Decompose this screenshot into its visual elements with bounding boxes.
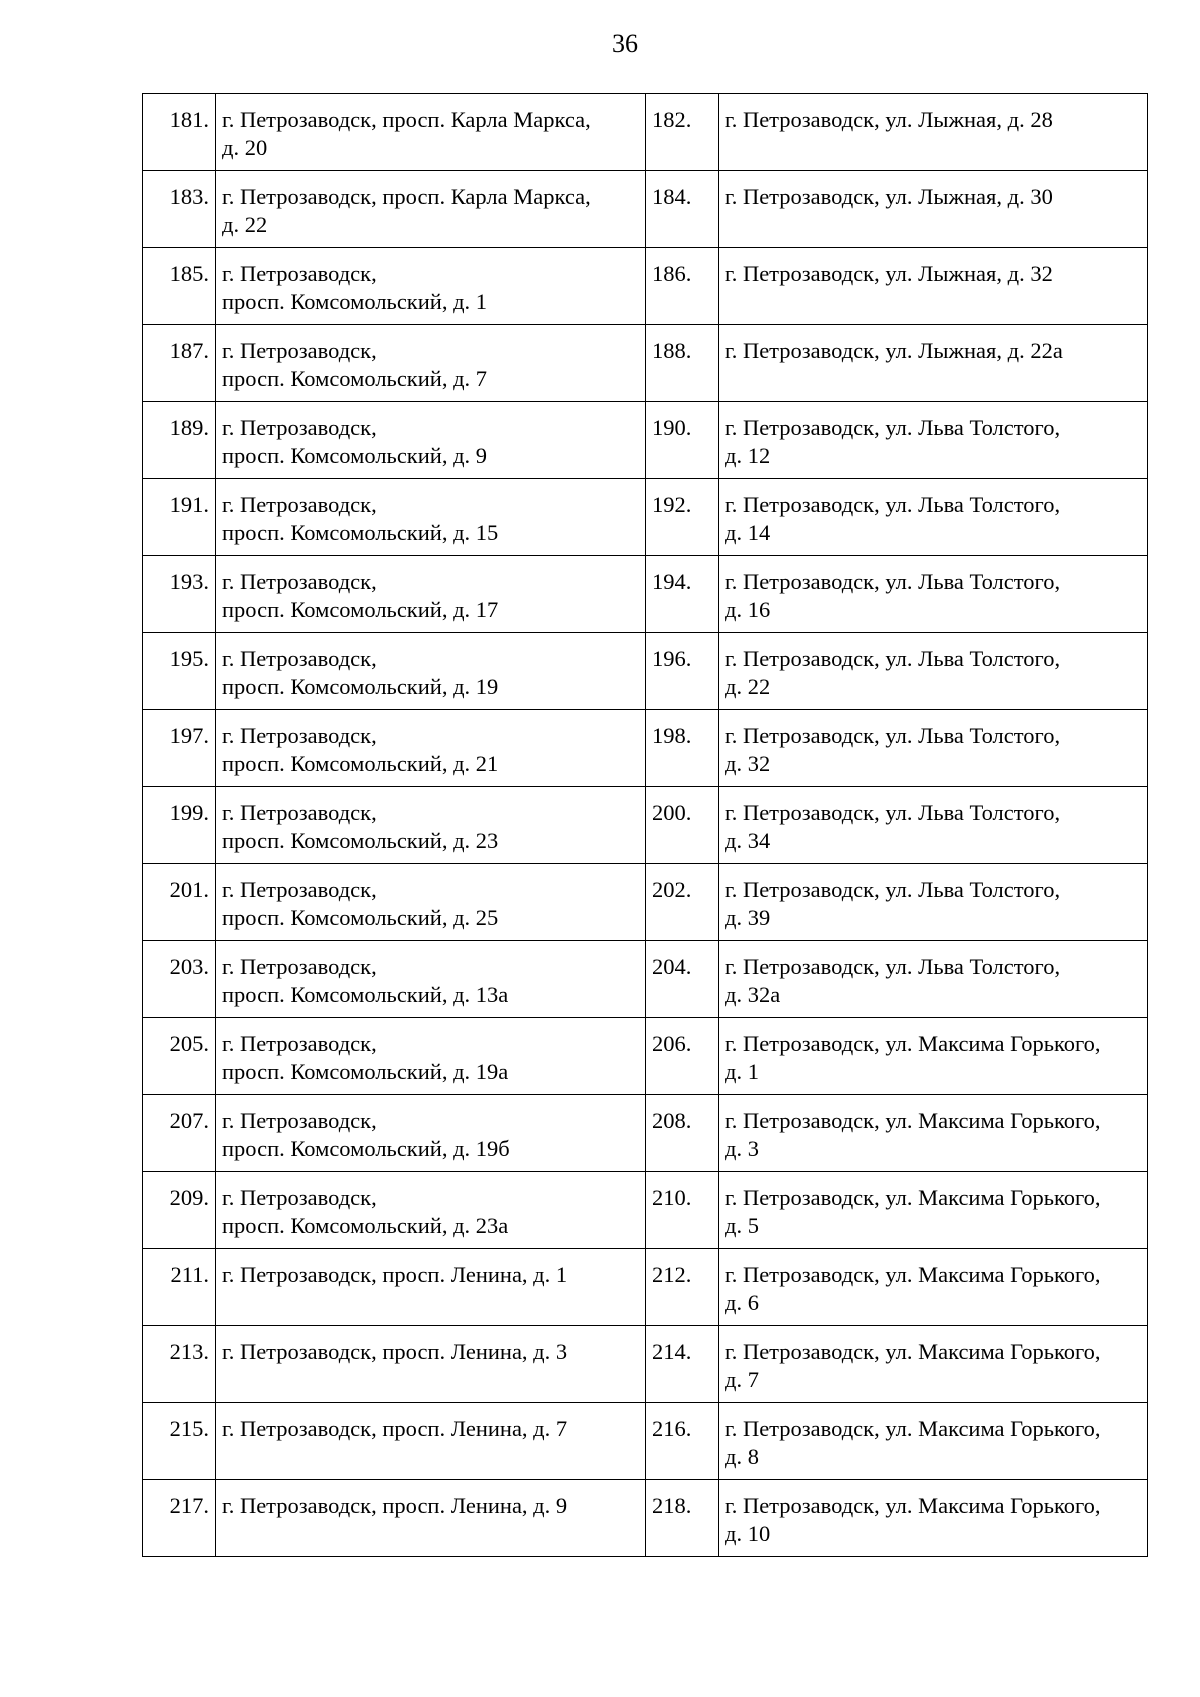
address-left: г. Петрозаводск, просп. Комсомольский, д. 19а [216,1018,646,1095]
row-number-left: 185. [143,248,216,325]
row-number-right: 202. [646,864,719,941]
address-left: г. Петрозаводск, просп. Комсомольский, д. 23а [216,1172,646,1249]
row-number-left: 189. [143,402,216,479]
table-row [143,1480,1148,1557]
row-number-right: 214. [646,1326,719,1403]
address-right: г. Петрозаводск, ул. Льва Толстого, д. 12 [719,402,1148,479]
address-right: г. Петрозаводск, ул. Льва Толстого, д. 32а [719,941,1148,1018]
address-right: г. Петрозаводск, ул. Максима Горького, д. 7 [719,1326,1148,1403]
table-row [143,864,1148,941]
page-number: 36 [612,29,638,58]
address-right: г. Петрозаводск, ул. Льва Толстого, д. 22 [719,633,1148,710]
table-row [143,710,1148,787]
row-number-right: 208. [646,1095,719,1172]
table-row [143,171,1148,248]
address-left: г. Петрозаводск, просп. Комсомольский, д. 13а [216,941,646,1018]
address-right: г. Петрозаводск, ул. Льва Толстого, д. 16 [719,556,1148,633]
table-row [143,1172,1148,1249]
address-left: г. Петрозаводск, просп. Комсомольский, д. 23 [216,787,646,864]
row-number-left: 213. [143,1326,216,1403]
address-right: г. Петрозаводск, ул. Максима Горького, д. 3 [719,1095,1148,1172]
address-right: г. Петрозаводск, ул. Льва Толстого, д. 34 [719,787,1148,864]
row-number-right: 194. [646,556,719,633]
row-number-right: 218. [646,1480,719,1557]
row-number-right: 188. [646,325,719,402]
row-number-left: 181. [143,94,216,171]
address-left: г. Петрозаводск, просп. Ленина, д. 1 [216,1249,646,1326]
row-number-right: 212. [646,1249,719,1326]
address-left: г. Петрозаводск, просп. Комсомольский, д. 1 [216,248,646,325]
address-left: г. Петрозаводск, просп. Ленина, д. 7 [216,1403,646,1480]
address-left: г. Петрозаводск, просп. Комсомольский, д. 21 [216,710,646,787]
address-right: г. Петрозаводск, ул. Максима Горького, д. 1 [719,1018,1148,1095]
row-number-left: 203. [143,941,216,1018]
address-left: г. Петрозаводск, просп. Ленина, д. 3 [216,1326,646,1403]
table-row [143,1403,1148,1480]
row-number-left: 209. [143,1172,216,1249]
table-row [143,787,1148,864]
row-number-left: 201. [143,864,216,941]
row-number-right: 206. [646,1018,719,1095]
table-row [143,325,1148,402]
address-right: г. Петрозаводск, ул. Льва Толстого, д. 39 [719,864,1148,941]
address-right: г. Петрозаводск, ул. Максима Горького, д. 5 [719,1172,1148,1249]
row-number-left: 199. [143,787,216,864]
address-table-body [143,94,1148,1557]
row-number-left: 191. [143,479,216,556]
address-left: г. Петрозаводск, просп. Комсомольский, д. 19 [216,633,646,710]
row-number-right: 204. [646,941,719,1018]
address-left: г. Петрозаводск, просп. Комсомольский, д. 19б [216,1095,646,1172]
row-number-right: 196. [646,633,719,710]
address-table [142,93,1148,1557]
row-number-right: 182. [646,94,719,171]
row-number-left: 187. [143,325,216,402]
table-row [143,1249,1148,1326]
address-left: г. Петрозаводск, просп. Комсомольский, д. 7 [216,325,646,402]
row-number-left: 195. [143,633,216,710]
address-left: г. Петрозаводск, просп. Комсомольский, д. 9 [216,402,646,479]
row-number-left: 197. [143,710,216,787]
row-number-right: 190. [646,402,719,479]
table-row [143,941,1148,1018]
address-left: г. Петрозаводск, просп. Комсомольский, д. 15 [216,479,646,556]
row-number-left: 183. [143,171,216,248]
row-number-right: 192. [646,479,719,556]
row-number-right: 186. [646,248,719,325]
row-number-right: 198. [646,710,719,787]
table-row [143,248,1148,325]
row-number-left: 193. [143,556,216,633]
address-left: г. Петрозаводск, просп. Комсомольский, д. 25 [216,864,646,941]
address-right: г. Петрозаводск, ул. Максима Горького, д. 8 [719,1403,1148,1480]
address-right: г. Петрозаводск, ул. Лыжная, д. 32 [719,248,1148,325]
address-right: г. Петрозаводск, ул. Лыжная, д. 30 [719,171,1148,248]
address-left: г. Петрозаводск, просп. Карла Маркса, д. 20 [216,94,646,171]
row-number-right: 216. [646,1403,719,1480]
address-right: г. Петрозаводск, ул. Максима Горького, д. 6 [719,1249,1148,1326]
row-number-left: 205. [143,1018,216,1095]
address-right: г. Петрозаводск, ул. Максима Горького, д. 10 [719,1480,1148,1557]
table-row [143,94,1148,171]
row-number-left: 211. [143,1249,216,1326]
address-right: г. Петрозаводск, ул. Льва Толстого, д. 14 [719,479,1148,556]
row-number-left: 207. [143,1095,216,1172]
row-number-left: 217. [143,1480,216,1557]
table-row [143,1095,1148,1172]
table-row [143,556,1148,633]
address-left: г. Петрозаводск, просп. Комсомольский, д. 17 [216,556,646,633]
row-number-right: 210. [646,1172,719,1249]
table-row [143,1018,1148,1095]
address-left: г. Петрозаводск, просп. Ленина, д. 9 [216,1480,646,1557]
table-row [143,402,1148,479]
address-left: г. Петрозаводск, просп. Карла Маркса, д. 22 [216,171,646,248]
address-right: г. Петрозаводск, ул. Льва Толстого, д. 32 [719,710,1148,787]
row-number-right: 200. [646,787,719,864]
table-row [143,633,1148,710]
address-right: г. Петрозаводск, ул. Лыжная, д. 28 [719,94,1148,171]
row-number-right: 184. [646,171,719,248]
address-right: г. Петрозаводск, ул. Лыжная, д. 22а [719,325,1148,402]
row-number-left: 215. [143,1403,216,1480]
table-row [143,479,1148,556]
table-row [143,1326,1148,1403]
